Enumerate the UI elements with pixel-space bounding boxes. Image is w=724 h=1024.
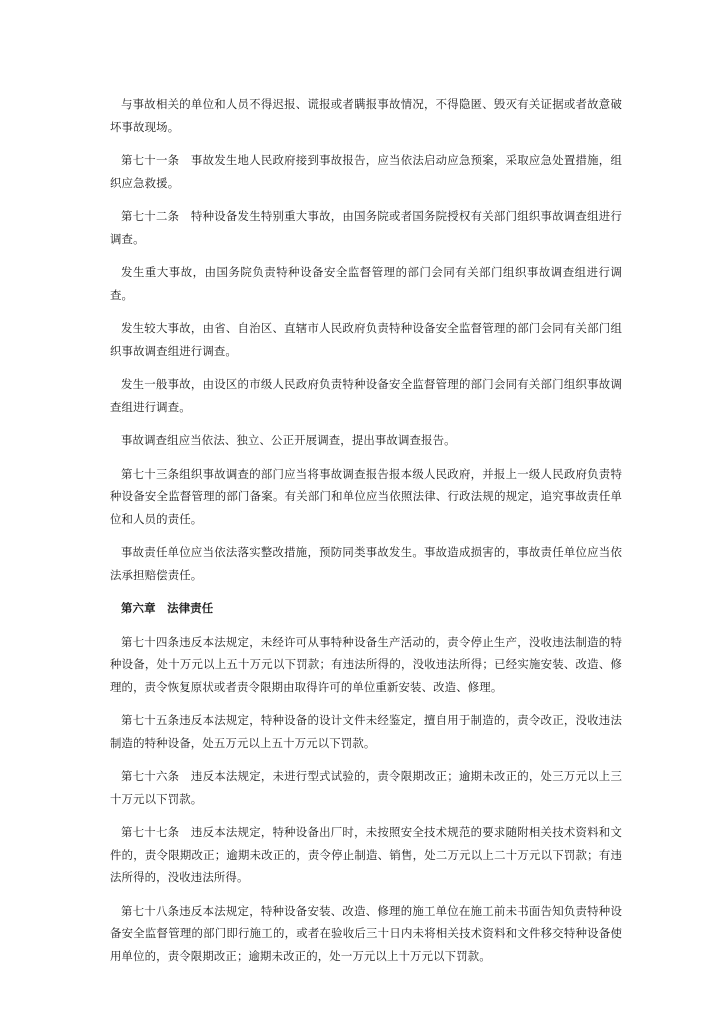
paragraph-general-accident: 发生一般事故，由设区的市级人民政府负责特种设备安全监督管理的部门会同有关部门组织事故调查组进行调查。 — [110, 377, 622, 414]
paragraph-article-73: 第七十三条组织事故调查的部门应当将事故调查报告报本级人民政府，并报上一级人民政府负责特种设备安全监督管理的部门备案。有关部门和单位应当依照法律、行政法规的规定，追究事故责任单位和人员的责任。 — [110, 466, 622, 526]
paragraph-article-71: 第七十一条 事故发生地人民政府接到事故报告，应当依法启动应急预案，采取应急处置措施，组织应急救援。 — [110, 153, 622, 190]
paragraph-larger-accident: 发生较大事故，由省、自治区、直辖市人民政府负责特种设备安全监督管理的部门会同有关部门组织事故调查组进行调查。 — [110, 321, 622, 358]
paragraph-accident-reporting-duty: 与事故相关的单位和人员不得迟报、谎报或者瞒报事故情况，不得隐匿、毁灭有关证据或者故意破坏事故现场。 — [110, 97, 622, 134]
paragraph-article-77: 第七十七条 违反本法规定，特种设备出厂时，未按照安全技术规范的要求随附相关技术资料和文件的，责令限期改正；逾期未改正的，责令停止制造、销售，处二万元以上二十万元以下罚款；有违法所得的，没收违法所得。 — [110, 825, 622, 884]
paragraph-article-76: 第七十六条 违反本法规定，未进行型式试验的，责令限期改正；逾期未改正的，处三万元以上三十万元以下罚款。 — [110, 769, 622, 806]
paragraph-article-75: 第七十五条违反本法规定，特种设备的设计文件未经鉴定，擅自用于制造的，责令改正，没收违法制造的特种设备，处五万元以上五十万元以下罚款。 — [110, 713, 622, 750]
paragraph-investigation-team: 事故调查组应当依法、独立、公正开展调查，提出事故调查报告。 — [121, 433, 456, 447]
paragraph-article-72: 第七十二条 特种设备发生特别重大事故，由国务院或者国务院授权有关部门组织事故调查组进行调查。 — [110, 209, 622, 246]
paragraph-article-78: 第七十八条违反本法规定，特种设备安装、改造、修理的施工单位在施工前未书面告知负责特种设备安全监督管理的部门即行施工的，或者在验收后三十日内未将相关技术资料和文件移交特种设备使用单位的，责令限期改正；逾期未改正的，处一万元以上十万元以下罚款。 — [110, 903, 622, 963]
chapter-heading: 第六章 法律责任 — [121, 601, 214, 615]
document-body — [110, 93, 622, 978]
paragraph-major-accident: 发生重大事故，由国务院负责特种设备安全监督管理的部门会同有关部门组织事故调查组进行调查。 — [110, 265, 622, 302]
paragraph-article-74: 第七十四条违反本法规定，未经许可从事特种设备生产活动的，责令停止生产，没收违法制造的特种设备，处十万元以上五十万元以下罚款；有违法所得的，没收违法所得；已经实施安装、改造、修理的，责令恢复原状或者责令限期由取得许可的单位重新安装、改造、修理。 — [110, 634, 622, 694]
paragraph-rectification: 事故责任单位应当依法落实整改措施，预防同类事故发生。事故造成损害的，事故责任单位应当依法承担赔偿责任。 — [110, 545, 622, 582]
